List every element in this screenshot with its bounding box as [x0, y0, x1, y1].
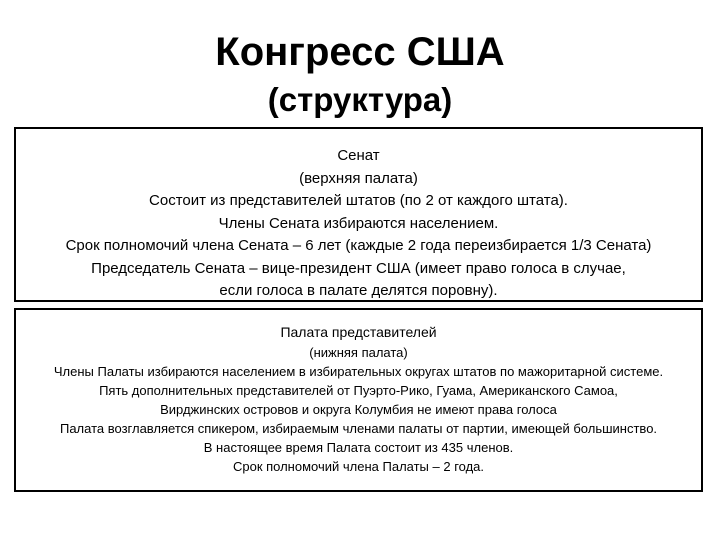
- senate-line: Члены Сената избираются населением.: [218, 214, 499, 232]
- house-line: В настоящее время Палата состоит из 435 членов.: [203, 440, 514, 455]
- house-line: Вирджинских островов и округа Колумбия не имеют права голоса: [160, 402, 557, 417]
- house-line: Пять дополнительных представителей от Пуэрто-Рико, Гуама, Американского Самоа,: [99, 383, 618, 398]
- page-title: Конгресс США: [215, 30, 505, 74]
- senate-line: если голоса в палате делятся поровну).: [219, 282, 498, 299]
- senate-heading: Сенат: [337, 147, 380, 164]
- house-box: [14, 308, 703, 492]
- senate-line: Председатель Сената – вице-президент США (имеет право голоса в случае,: [91, 259, 626, 277]
- house-line: Срок полномочий члена Палаты – 2 года.: [232, 459, 485, 474]
- senate-line: Срок полномочий члена Сената – 6 лет (каждые 2 года переизбирается 1/3 Сената): [65, 237, 652, 254]
- page-subtitle: (структура): [267, 81, 453, 118]
- house-line: (нижняя палата): [309, 345, 408, 360]
- senate-line: (верхняя палата): [299, 169, 418, 187]
- house-line: Палата возглавляется спикером, избираемым членами палаты от партии, имеющей большинство.: [59, 421, 658, 436]
- house-heading: Палата представителей: [280, 324, 437, 340]
- senate-line: Состоит из представителей штатов (по 2 от каждого штата).: [149, 192, 568, 209]
- senate-box: [14, 127, 703, 302]
- house-line: Члены Палаты избираются населением в избирательных округах штатов по мажоритарной системе.: [53, 364, 664, 379]
